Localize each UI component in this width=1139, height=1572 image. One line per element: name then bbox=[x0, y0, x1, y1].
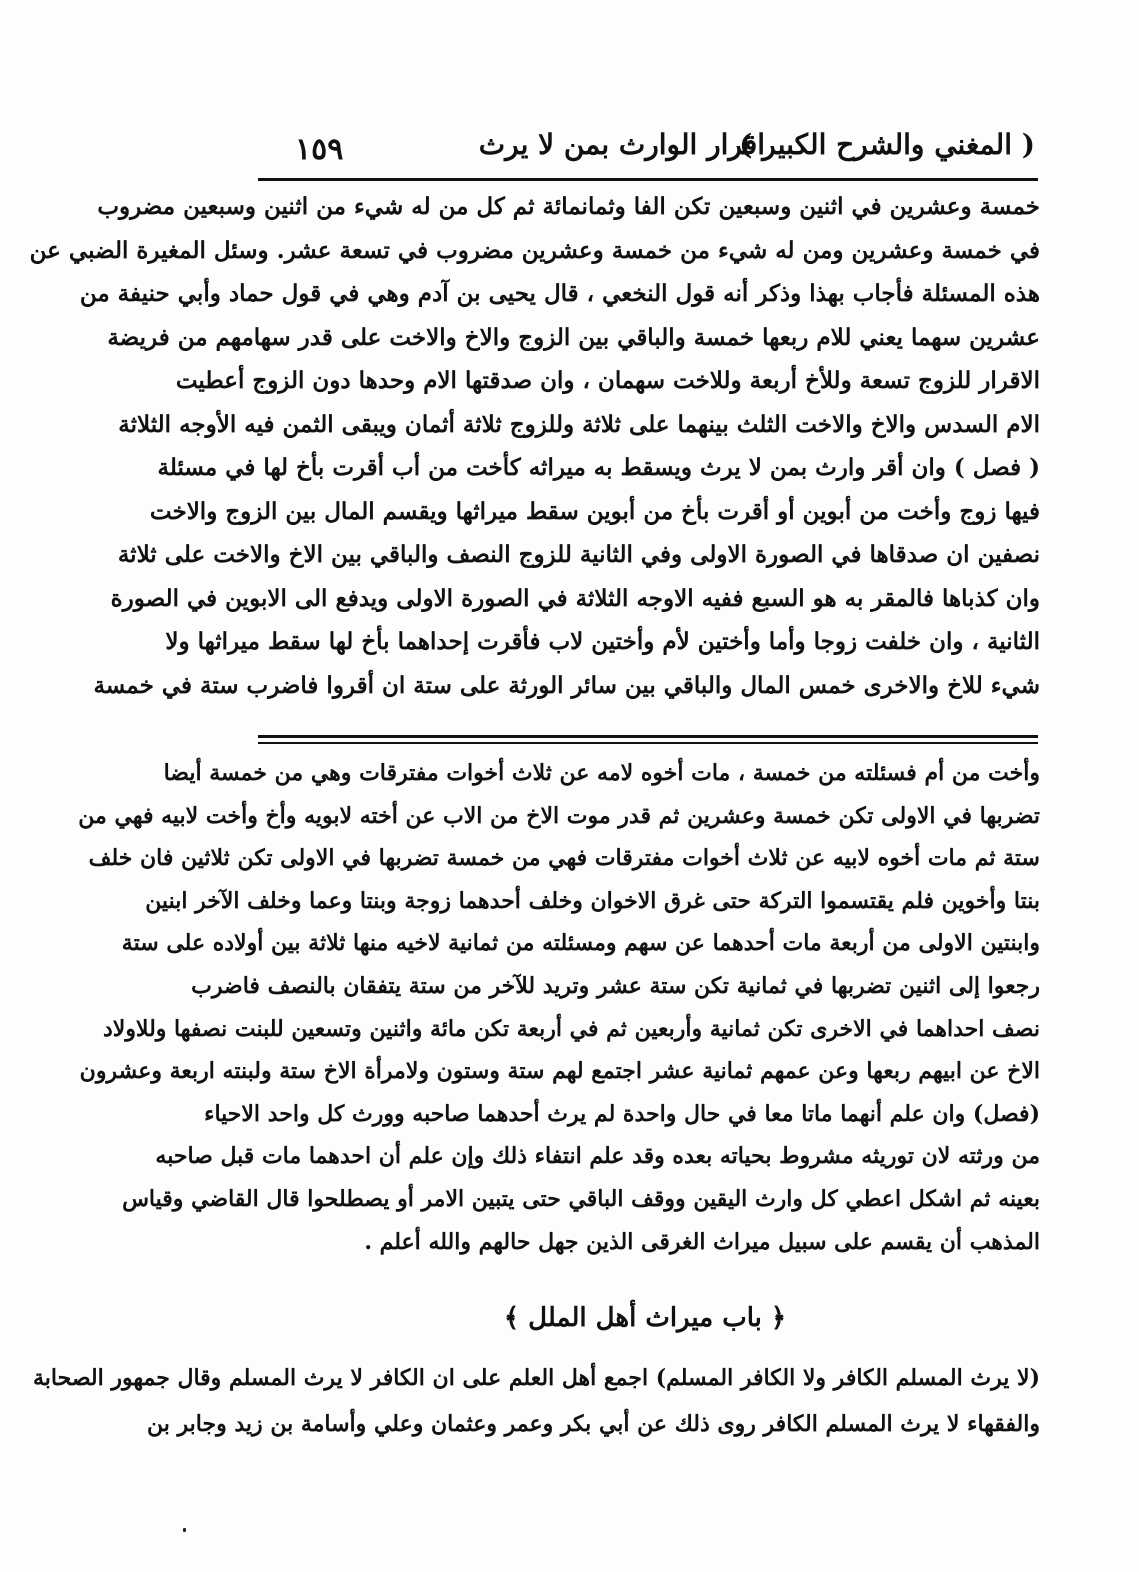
text-line: من ورثته لان توريثه مشروط بحياته بعده وقد علم انتفاء ذلك وإن علم أن احدهما مات قبل صاحبه bbox=[155, 1143, 1040, 1170]
section-divider-thick bbox=[258, 735, 1038, 738]
text-line: الثانية ، وان خلفت زوجا وأما وأختين لأم وأختين لاب فأقرت إحداهما بأخ لها سقط ميراثها ولا bbox=[165, 628, 1040, 655]
main-text bbox=[78, 752, 1040, 1263]
text-line: (فصل) وان علم أنهما ماتا معا في حال واحدة لم يرث أحدهما صاحبه وورث كل واحد الاحياء bbox=[204, 1100, 1040, 1127]
text-line: الام السدس والاخ والاخت الثلث بينهما على ثلاثة وللزوج ثلاثة أثمان ويبقى الثمن فيه الأوجه الثلاثة bbox=[118, 410, 1040, 438]
text-line: والفقهاء لا يرث المسلم الكافر روى ذلك عن أبي بكر وعمر وعثمان وعلي وأسامة بن زيد وجابر بن bbox=[146, 1411, 1040, 1437]
chapter-text bbox=[33, 1355, 1040, 1447]
commentary-text bbox=[29, 185, 1040, 707]
header-rule bbox=[258, 178, 1038, 181]
text-line: ستة ثم مات أخوه لابيه عن ثلاث أخوات مفترقات فهي من خمسة تضربها في الاولى تكن ثلاثين فان خلف bbox=[88, 845, 1040, 872]
text-line: في خمسة وعشرين ومن له شيء من خمسة وعشرين مضروب في تسعة عشر. وسئل المغيرة الضبي عن bbox=[29, 236, 1040, 264]
text-line: تضربها في الاولى تكن خمسة وعشرين ثم قدر موت الاخ من الاب عن أخته لابويه وأخ وأخت لابيه فهي من bbox=[78, 802, 1040, 829]
text-line: وابنتين الاولى من أربعة مات أحدهما عن سهم ومسئلته من ثمانية لاخيه منها ثلاثة بين أولاده على ستة bbox=[121, 930, 1040, 957]
text-line: شيء للاخ والاخرى خمس المال والباقي بين سائر الورثة على ستة ان أقروا فاضرب ستة في خمسة bbox=[93, 671, 1040, 699]
text-line: بعينه ثم اشكل اعطي كل وارث اليقين ووقف الباقي حتى يتبين الامر أو يصطلحوا قال القاضي وقياس bbox=[122, 1185, 1040, 1212]
text-line: وأخت من أم فسئلته من خمسة ، مات أخوه لامه عن ثلاث أخوات مفترقات وهي من خمسة أيضا bbox=[163, 760, 1040, 786]
text-line: فيها زوج وأخت من أبوين أو أقرت بأخ من أبوين سقط ميراثها ويقسم المال بين الزوج والاخت bbox=[149, 497, 1040, 525]
chapter-heading: ﴿ باب ميراث أهل الملل ﴾ bbox=[503, 1303, 787, 1333]
text-line: نصف احداهما في الاخرى تكن ثمانية وأربعين ثم في أربعة تكن مائة واثنين وتسعين للبنت نصفها وللاولاد bbox=[102, 1015, 1040, 1042]
running-title: ( المغني والشرح الكبير ) bbox=[739, 128, 1035, 161]
page-number: ١٥٩ bbox=[295, 132, 344, 167]
text-line: (لا يرث المسلم الكافر ولا الكافر المسلم) اجمع أهل العلم على ان الكافر لا يرث المسلم وقال جمهور الصحابة bbox=[33, 1365, 1040, 1391]
text-line: هذه المسئلة فأجاب بهذا وذكر أنه قول النخعي ، قال يحيى بن آدم وهي في قول حماد وأبي حنيفة من bbox=[79, 280, 1040, 307]
text-line: بنتا وأخوين فلم يقتسموا التركة حتى غرق الاخوان وخلف أحدهما زوجة وبنتا وعما وخلف الآخر ابنين bbox=[145, 887, 1040, 914]
text-line: خمسة وعشرين في اثنين وسبعين تكن الفا وثمانمائة ثم كل من له شيء من اثنين وسبعين مضروب bbox=[97, 193, 1040, 220]
text-line: المذهب أن يقسم على سبيل ميراث الغرقى الذين جهل حالهم والله أعلم . bbox=[364, 1228, 1040, 1255]
text-line: الاقرار للزوج تسعة وللأخ أربعة وللاخت سهمان ، وان صدقتها الام وحدها دون الزوج أعطيت bbox=[175, 367, 1040, 394]
print-speck bbox=[183, 1528, 186, 1532]
text-line: وان كذباها فالمقر به هو السبع ففيه الاوجه الثلاثة في الصورة الاولى ويدفع الى الابوين في الصورة bbox=[110, 584, 1040, 612]
text-line: عشرين سهما يعني للام ربعها خمسة والباقي بين الزوج والاخ والاخت على قدر سهامهم من فريضة bbox=[107, 323, 1040, 351]
text-line: رجعوا إلى اثنين تضربها في ثمانية تكن ستة عشر وتريد للآخر من ستة يتفقان بالنصف فاضرب bbox=[191, 972, 1040, 999]
text-line: الاخ عن ابيهم ربعها وعن عمهم ثمانية عشر اجتمع لهم ستة وستون ولامرأة الاخ ستة ولبنته اربعة وعشرون bbox=[79, 1058, 1040, 1085]
text-line: نصفين ان صدقاها في الصورة الاولى وفي الثانية للزوج النصف والباقي بين الاخ والاخت على ثلاثة bbox=[117, 541, 1040, 568]
section-divider-thin bbox=[258, 742, 1038, 744]
section-title: اقرار الوارث بمن لا يرث bbox=[478, 128, 765, 161]
text-line: ( فصل ) وان أقر وارث بمن لا يرث ويسقط به ميراثه كأخت من أب أقرت بأخ لها في مسئلة bbox=[157, 454, 1040, 481]
page-header bbox=[255, 128, 1035, 178]
